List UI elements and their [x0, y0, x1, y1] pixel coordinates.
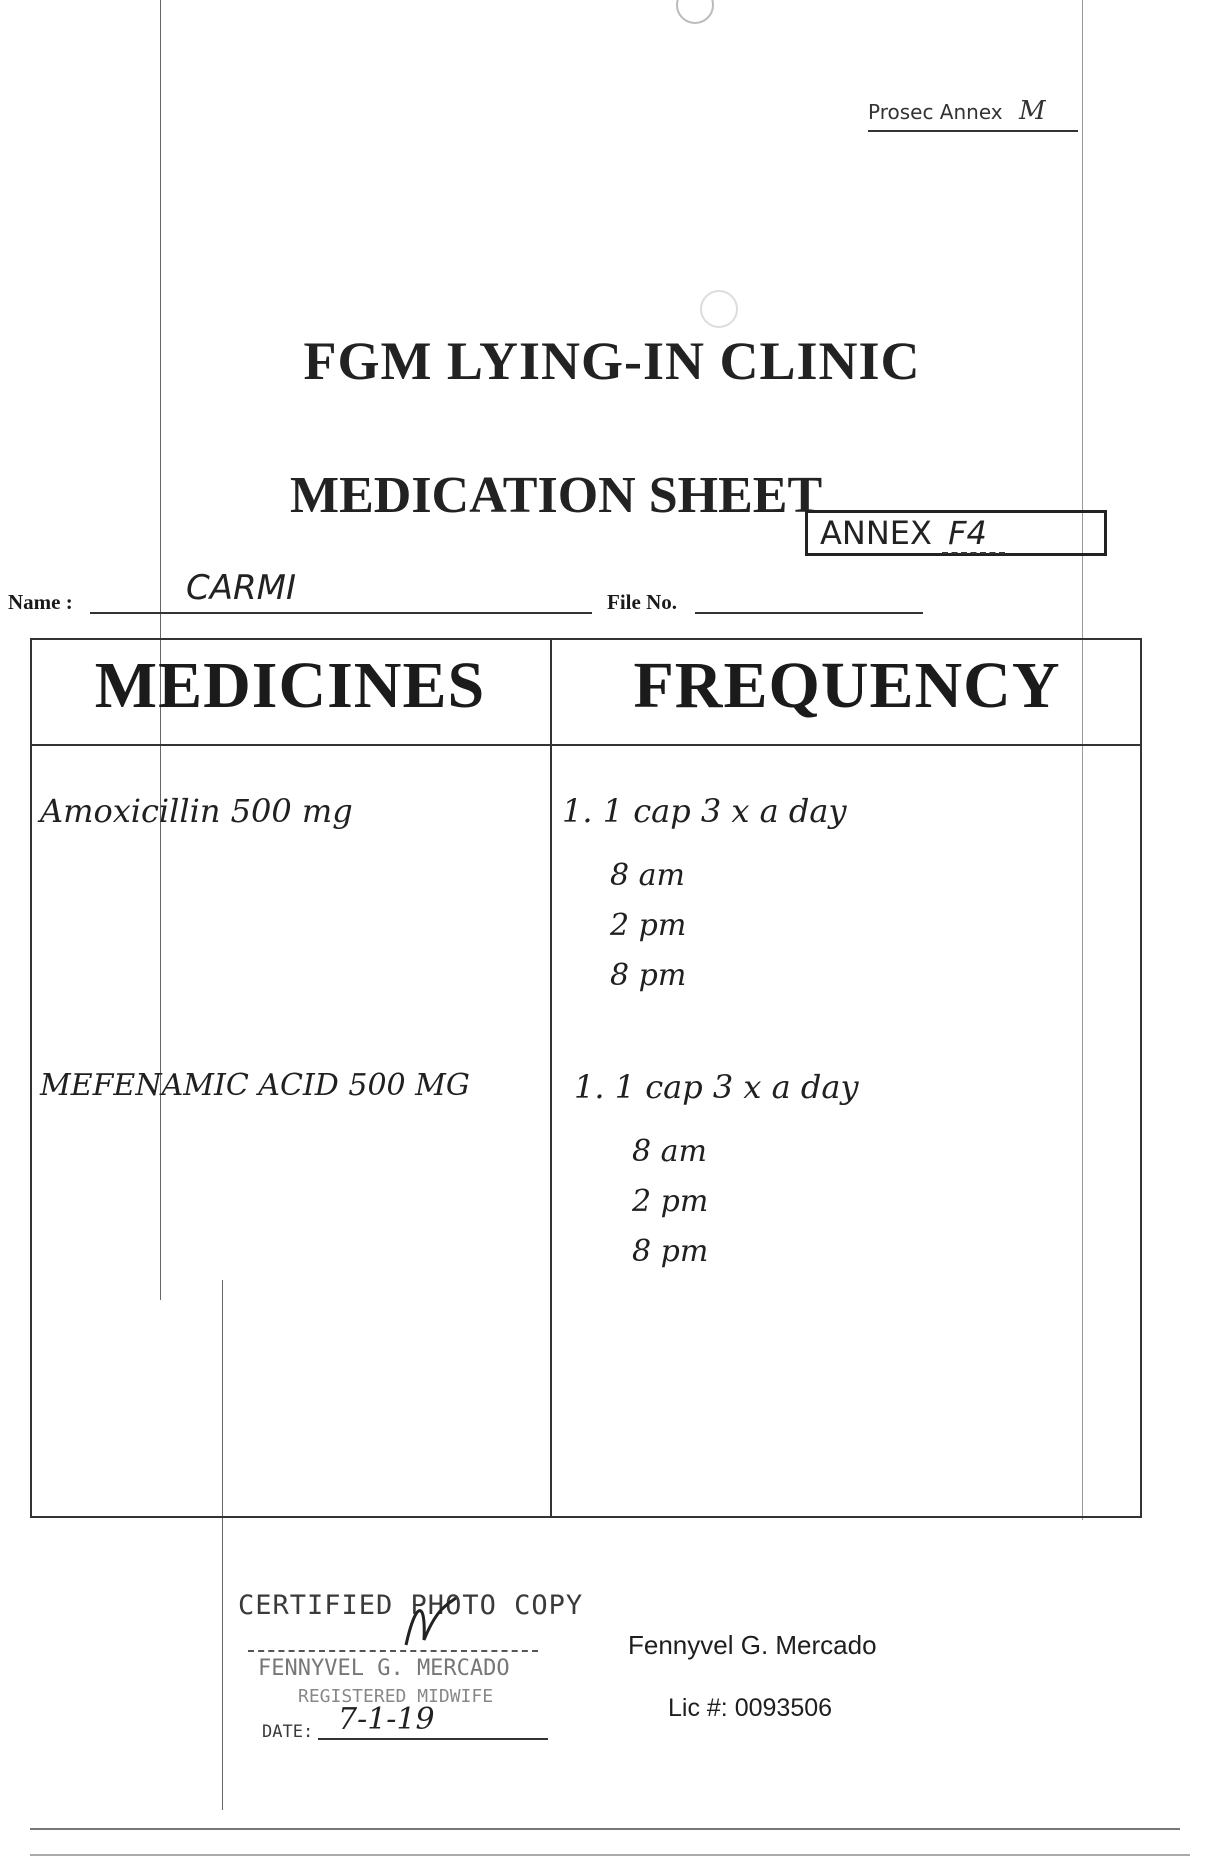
scan-edge-line-bottom-2	[30, 1854, 1190, 1856]
table-column-divider	[550, 638, 552, 1518]
signatory-name: Fennyvel G. Mercado	[628, 1630, 877, 1660]
frequency-entry-1: 1. 1 cap 3 x a day	[562, 792, 847, 830]
stamp-date-label: DATE:	[262, 1722, 314, 1742]
frequency-column-header: FREQUENCY	[633, 649, 1061, 722]
stamp-date-line	[318, 1738, 548, 1740]
frequency-entry-2: 1. 1 cap 3 x a day	[574, 1068, 859, 1106]
medicine-entry-2: MEFENAMIC ACID 500 MG	[40, 1068, 470, 1103]
name-label: Name :	[8, 590, 73, 614]
medicines-column-header: MEDICINES	[94, 649, 486, 722]
file-no-label: File No.	[607, 590, 677, 614]
time-entry-2-3: 8 pm	[632, 1234, 709, 1269]
name-value: CARMI	[186, 568, 296, 608]
time-entry-1-2: 2 pm	[610, 908, 687, 943]
sheet-title: MEDICATION SHEET	[290, 467, 823, 524]
clinic-name: FGM LYING-IN CLINIC	[303, 331, 921, 391]
punch-hole-top	[676, 0, 714, 24]
prosec-annex-label: Prosec Annex	[868, 100, 1003, 124]
medicine-entry-1: Amoxicillin 500 mg	[40, 792, 353, 830]
time-entry-1-3: 8 pm	[610, 958, 687, 993]
file-no-field-line	[695, 612, 923, 614]
license-number: Lic #: 0093506	[668, 1694, 833, 1722]
stamp-divider	[248, 1650, 538, 1652]
prosec-annex-value: M	[1019, 96, 1046, 126]
stamp-title: CERTIFIED PHOTO COPY	[238, 1590, 584, 1621]
table-header-divider	[30, 744, 1142, 746]
scan-edge-line-bottom	[30, 1828, 1180, 1830]
punch-hole-mid	[700, 290, 738, 328]
time-entry-2-2: 2 pm	[632, 1184, 709, 1219]
annex-value: F4	[942, 514, 1005, 554]
time-entry-2-1: 8 am	[632, 1134, 707, 1169]
time-entry-1-1: 8 am	[610, 858, 685, 893]
annex-label: ANNEX	[820, 514, 932, 552]
name-field-line	[90, 612, 592, 614]
stamp-name: FENNYVEL G. MERCADO	[258, 1656, 510, 1681]
stamp-date-value: 7-1-19	[338, 1702, 435, 1737]
certified-copy-stamp	[238, 1590, 584, 1770]
prosec-annex	[868, 96, 1078, 132]
stamp-role: REGISTERED MIDWIFE	[298, 1686, 494, 1707]
annex-box	[805, 510, 1107, 556]
